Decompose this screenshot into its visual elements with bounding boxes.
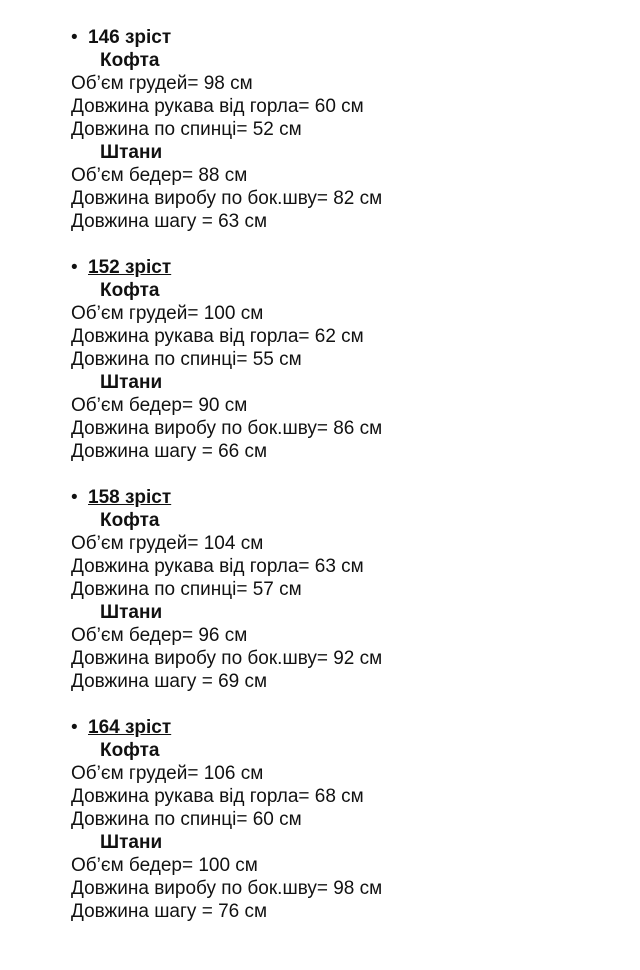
measurement-line: Довжина по спинці= 60 см bbox=[71, 809, 302, 830]
measurement-line: Об’єм бедер= 88 см bbox=[71, 165, 248, 186]
measurement-line: Довжина шагу = 76 см bbox=[71, 901, 268, 922]
measurement-line: Довжина виробу по бок.шву= 82 см bbox=[71, 188, 383, 209]
size-block-164 bbox=[71, 716, 640, 923]
bottom-garment-title: Штани bbox=[100, 602, 163, 623]
bottom-garment-title: Штани bbox=[100, 372, 163, 393]
measurement-line: Довжина шагу = 69 см bbox=[71, 671, 268, 692]
measurement-line: Довжина по спинці= 57 см bbox=[71, 579, 302, 600]
size-heading bbox=[71, 26, 640, 49]
measurement-line: Об’єм грудей= 106 см bbox=[71, 763, 264, 784]
measurement-line: Довжина рукава від горла= 68 см bbox=[71, 786, 364, 807]
measurement-line: Довжина рукава від горла= 63 см bbox=[71, 556, 364, 577]
size-block-158 bbox=[71, 486, 640, 693]
size-block-146 bbox=[71, 26, 640, 233]
bullet-icon: • bbox=[71, 27, 78, 48]
measurement-line: Об’єм бедер= 96 см bbox=[71, 625, 248, 646]
measurement-line: Довжина шагу = 66 см bbox=[71, 441, 268, 462]
bullet-icon: • bbox=[71, 487, 78, 508]
measurement-line: Об’єм грудей= 100 см bbox=[71, 303, 264, 324]
size-block-152 bbox=[71, 256, 640, 463]
bullet-icon: • bbox=[71, 717, 78, 738]
size-heading bbox=[71, 486, 640, 509]
size-heading-label: 158 зріст bbox=[88, 487, 172, 508]
size-heading bbox=[71, 716, 640, 739]
top-garment-title: Кофта bbox=[100, 510, 160, 531]
measurement-line: Довжина виробу по бок.шву= 92 см bbox=[71, 648, 383, 669]
top-garment-title: Кофта bbox=[100, 280, 160, 301]
measurement-line: Об’єм грудей= 98 см bbox=[71, 73, 253, 94]
bottom-garment-title: Штани bbox=[100, 832, 163, 853]
measurement-line: Об’єм бедер= 90 см bbox=[71, 395, 248, 416]
measurement-line: Довжина рукава від горла= 60 см bbox=[71, 96, 364, 117]
size-heading bbox=[71, 256, 640, 279]
measurement-line: Довжина виробу по бок.шву= 98 см bbox=[71, 878, 383, 899]
top-garment-title: Кофта bbox=[100, 740, 160, 761]
measurement-line: Об’єм грудей= 104 см bbox=[71, 533, 264, 554]
measurement-line: Довжина шагу = 63 см bbox=[71, 211, 268, 232]
bullet-icon: • bbox=[71, 257, 78, 278]
size-heading-label: 152 зріст bbox=[88, 257, 172, 278]
size-heading-label: 164 зріст bbox=[88, 717, 172, 738]
measurement-line: Довжина виробу по бок.шву= 86 см bbox=[71, 418, 383, 439]
measurement-line: Довжина по спинці= 55 см bbox=[71, 349, 302, 370]
measurement-line: Об’єм бедер= 100 см bbox=[71, 855, 258, 876]
measurement-line: Довжина рукава від горла= 62 см bbox=[71, 326, 364, 347]
size-heading-label: 146 зріст bbox=[88, 27, 172, 48]
top-garment-title: Кофта bbox=[100, 50, 160, 71]
bottom-garment-title: Штани bbox=[100, 142, 163, 163]
measurement-line: Довжина по спинці= 52 см bbox=[71, 119, 302, 140]
